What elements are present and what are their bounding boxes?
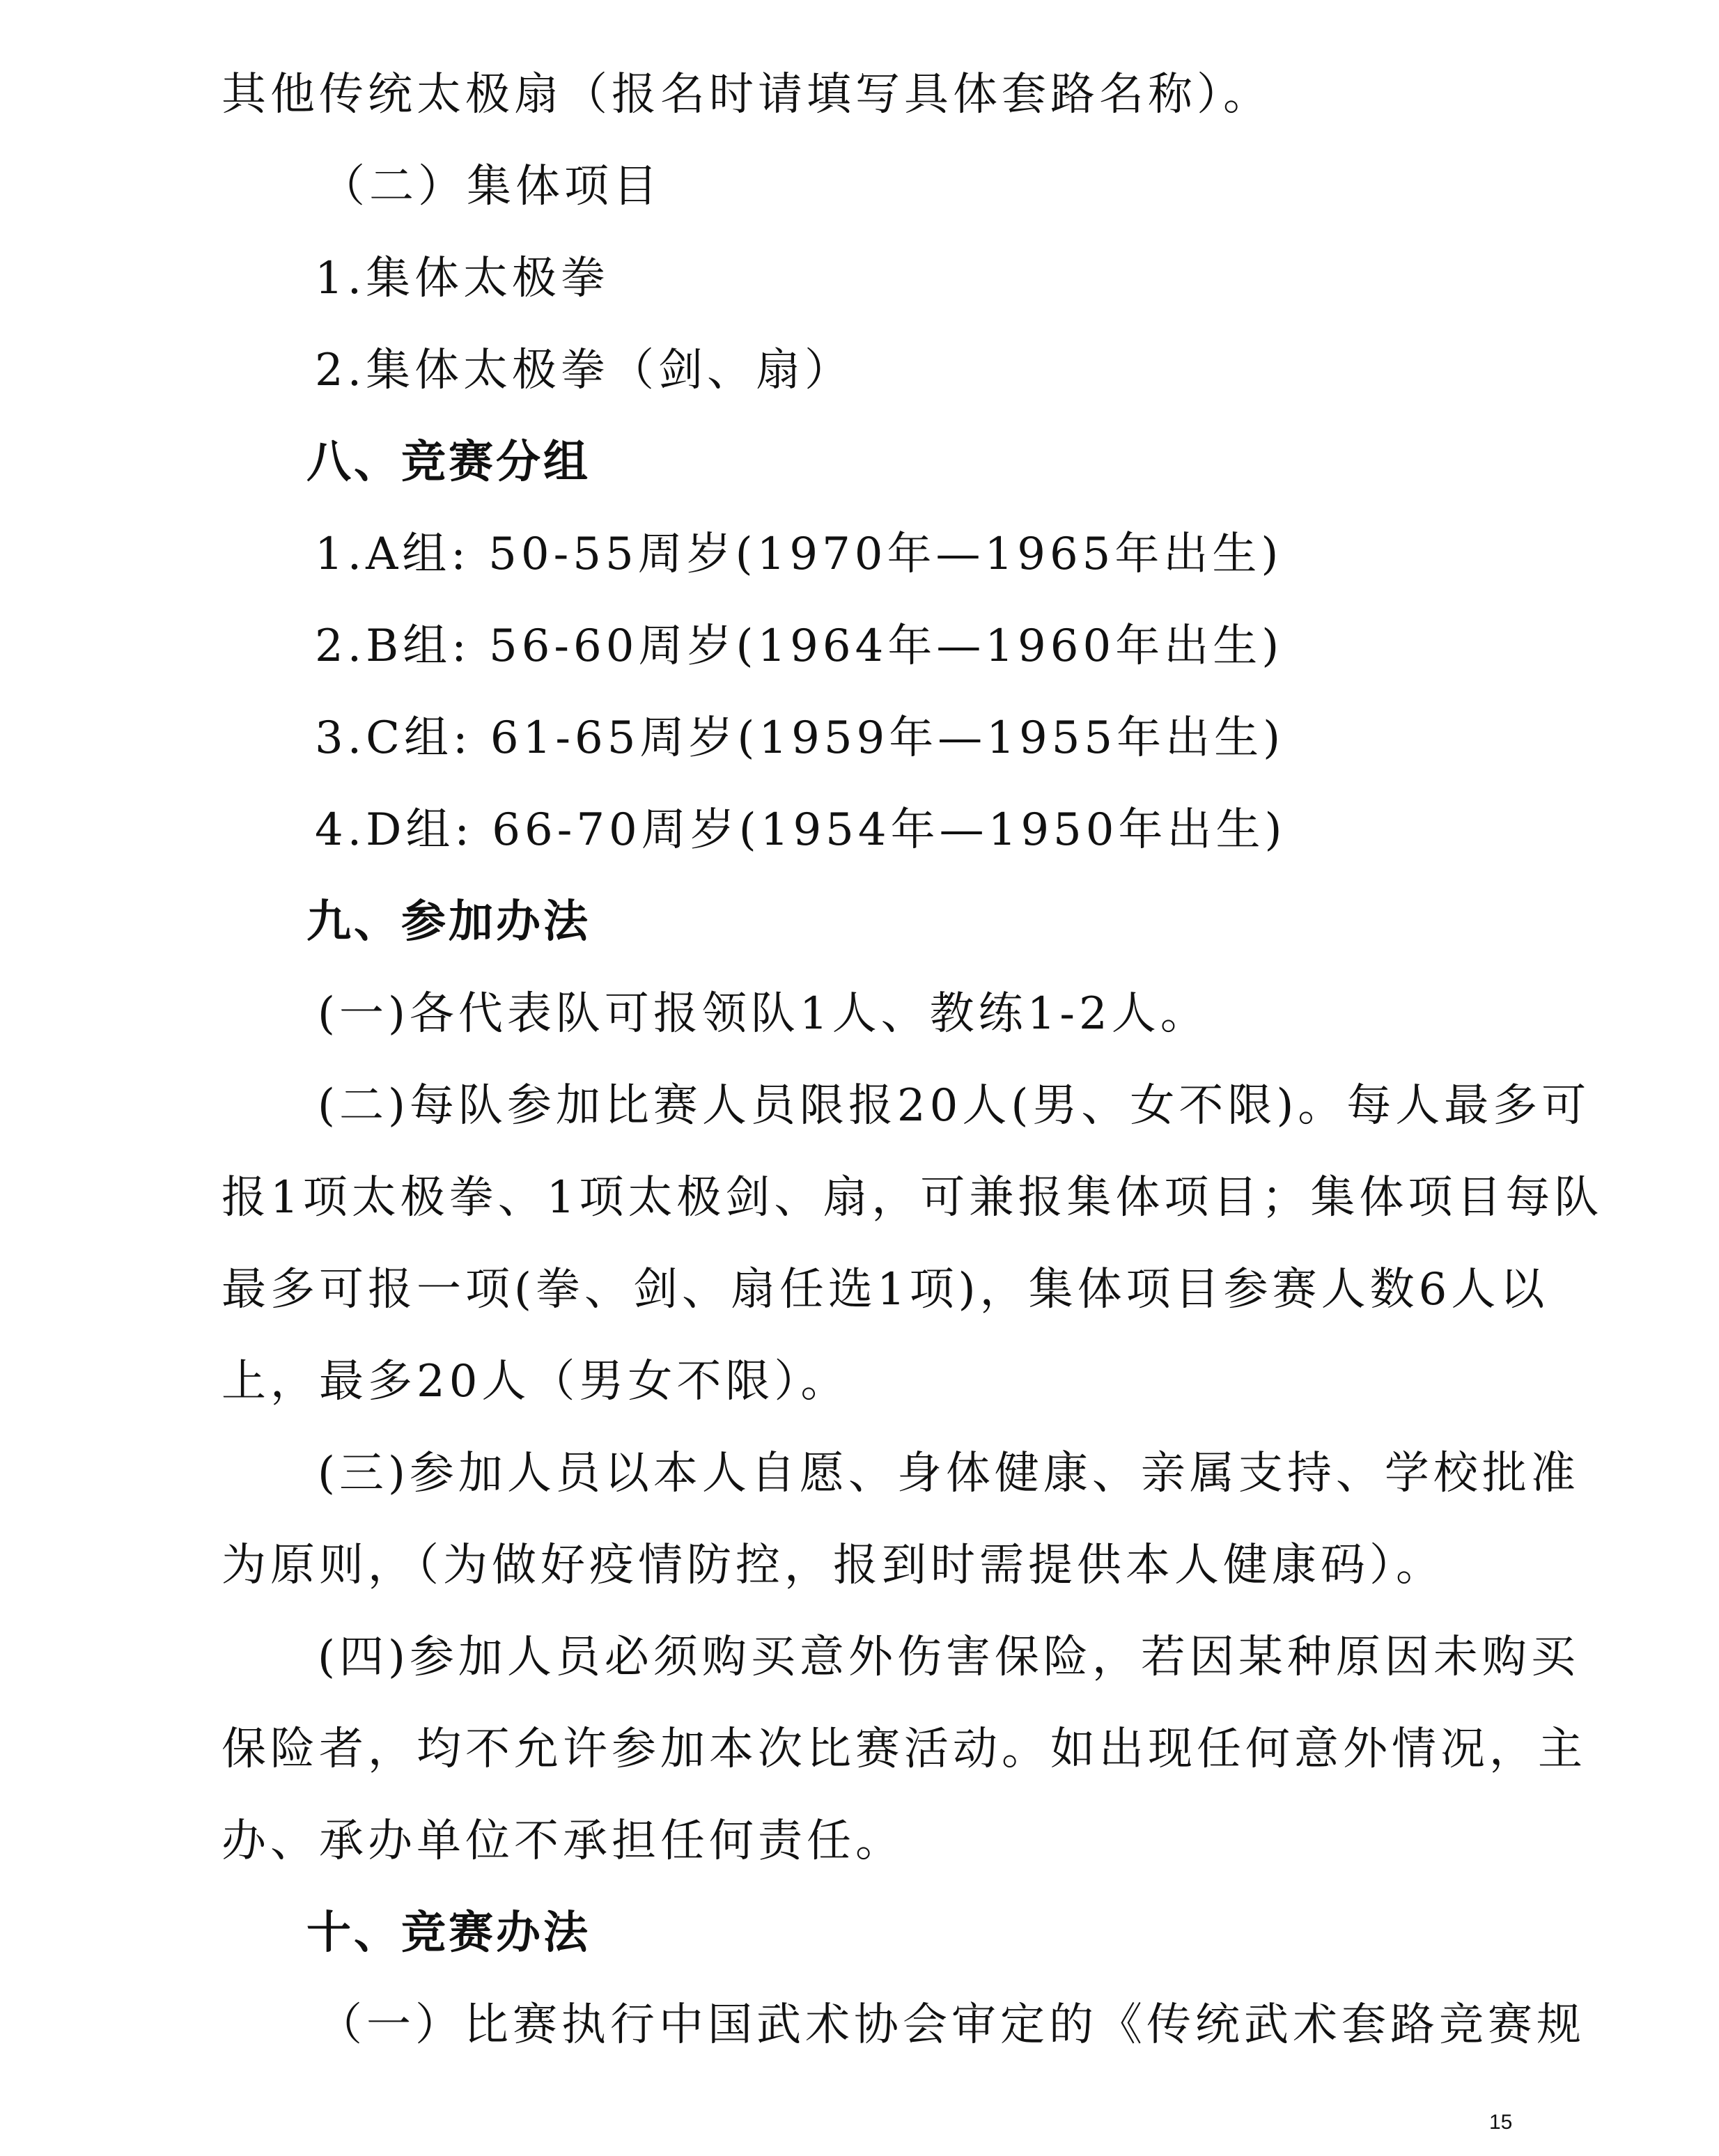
list-item: 1.A组: 50-55周岁(1970年—1965年出生) [315,529,1283,580]
paragraph-line: 为原则，（为做好疫情防控，报到时需提供本人健康码）。 [221,1540,1445,1591]
section-heading: 八、竞赛分组 [306,436,591,488]
paragraph-line: (三)参加人员以本人自愿、身体健康、亲属支持、学校批准 [318,1448,1580,1499]
page-number: 15 [1489,2111,1513,2134]
paragraph-line: （一）比赛执行中国武术协会审定的《传统武术套路竞赛规 [318,1999,1585,2051]
paragraph-line: 保险者，均不允许参加本次比赛活动。如出现任何意外情况，主 [221,1724,1587,1775]
list-item: 2.B组: 56-60周岁(1964年—1960年出生) [315,620,1284,672]
list-item: 1.集体太极拳 [315,253,610,304]
list-item: 3.C组: 61-65周岁(1959年—1955年出生) [315,712,1285,764]
list-item: 2.集体太极拳（剑、扇） [315,345,854,396]
paragraph-line: 报1项太极拳、1项太极剑、扇，可兼报集体项目；集体项目每队 [221,1172,1603,1224]
paragraph-line: (一)各代表队可报领队1人、教练1-2人。 [318,988,1209,1040]
paragraph-line: 办、承办单位不承担任何责任。 [221,1815,904,1867]
section-heading: 九、参加办法 [306,896,591,948]
section-subheading: （二）集体项目 [320,161,662,212]
paragraph-line: (四)参加人员必须购买意外伤害保险，若因某种原因未购买 [318,1632,1580,1683]
text-line: 其他传统太极扇（报名时请填写具体套路名称）。 [221,69,1272,120]
paragraph-line: (二)每队参加比赛人员限报20人(男、女不限)。每人最多可 [318,1080,1591,1132]
paragraph-line: 上，最多20人（男女不限）。 [221,1356,850,1407]
section-heading: 十、竞赛办法 [306,1907,591,1959]
paragraph-line: 最多可报一项(拳、剑、扇任选1项)，集体项目参赛人数6人以 [221,1264,1549,1315]
list-item: 4.D组: 66-70周岁(1954年—1950年出生) [315,804,1286,856]
